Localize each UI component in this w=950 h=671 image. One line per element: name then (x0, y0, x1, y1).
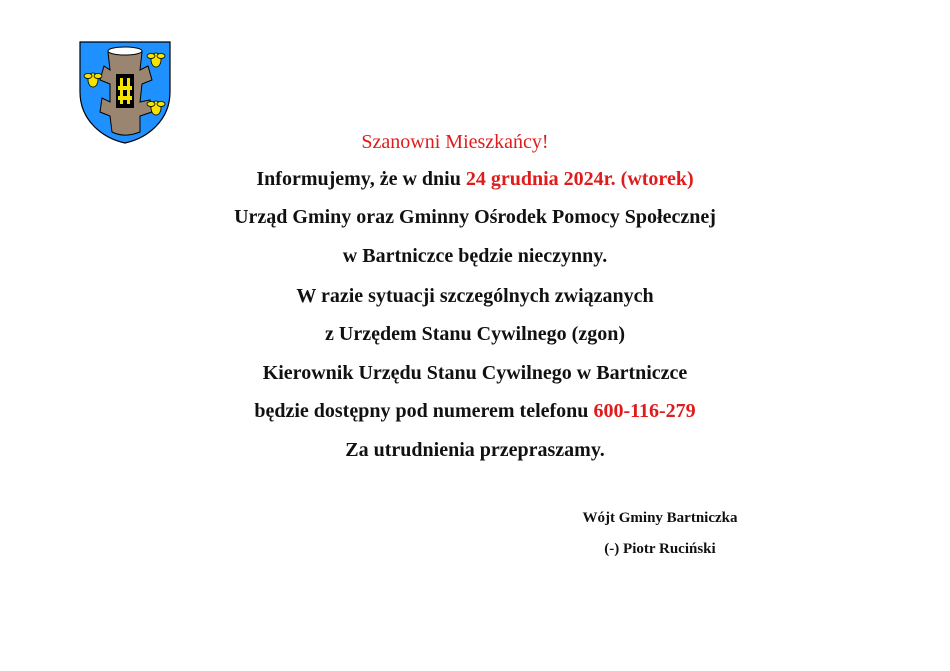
closure-date: 24 grudnia 2024r. (wtorek) (465, 168, 694, 190)
phone-number: 600-116-279 (593, 400, 696, 422)
line-apology: Za utrudnienia przepraszamy. (345, 439, 605, 461)
signature-name: (-) Piotr Ruciński (604, 541, 716, 557)
line-date (0, 167, 950, 191)
greeting: Szanowni Mieszkańcy! (361, 131, 549, 153)
coat-of-arms-icon (78, 40, 172, 144)
line-phone (0, 399, 950, 423)
line-closed: w Bartniczce będzie nieczynny. (342, 245, 608, 267)
line-special: W razie sytuacji szczególnych związanych (296, 285, 654, 307)
signature-title: Wójt Gminy Bartniczka (582, 510, 738, 526)
line-date-prefix: Informujemy, że w dniu (256, 168, 466, 190)
line-usc: z Urzędem Stanu Cywilnego (zgon) (325, 323, 625, 345)
line-manager: Kierownik Urzędu Stanu Cywilnego w Bartniczce (262, 362, 688, 384)
line-offices: Urząd Gminy oraz Gminny Ośrodek Pomocy Społecznej (234, 206, 716, 228)
line-phone-prefix: będzie dostępny pod numerem telefonu (254, 400, 594, 422)
